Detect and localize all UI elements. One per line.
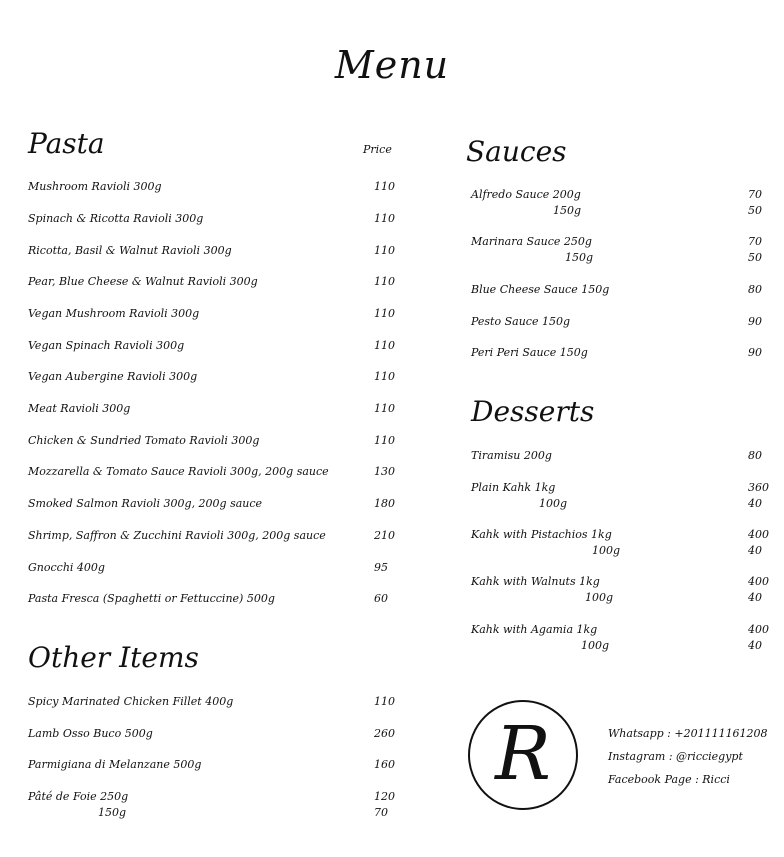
menu-item-size-option <box>471 543 771 559</box>
menu-title: Menu <box>334 43 450 87</box>
menu-item <box>28 528 398 544</box>
item-name: Pâté de Foie 250g <box>28 790 129 803</box>
item-price: 160 <box>374 758 395 771</box>
menu-item <box>28 369 398 385</box>
menu-item-size-option <box>471 250 771 266</box>
item-name: Parmigiana di Melanzane 500g <box>28 758 202 771</box>
menu-item <box>471 574 771 590</box>
item-name: Pear, Blue Cheese & Walnut Ravioli 300g <box>28 275 258 288</box>
item-size: 100g <box>585 591 614 604</box>
item-name: Mushroom Ravioli 300g <box>28 180 162 193</box>
item-name: Smoked Salmon Ravioli 300g, 200g sauce <box>28 497 263 510</box>
menu-item <box>471 314 771 330</box>
item-name: Kahk with Pistachios 1kg <box>471 528 612 541</box>
item-size: 150g <box>98 806 127 819</box>
item-price: 80 <box>748 283 762 296</box>
menu-item <box>471 282 771 298</box>
menu-item <box>471 527 771 543</box>
item-name: Tiramisu 200g <box>471 449 552 462</box>
menu-item <box>28 560 398 576</box>
item-name: Gnocchi 400g <box>28 561 105 574</box>
item-price: 180 <box>374 497 395 510</box>
sauces-heading: Sauces <box>466 135 567 168</box>
menu-item <box>471 622 771 638</box>
item-name: Pesto Sauce 150g <box>471 315 570 328</box>
item-name: Blue Cheese Sauce 150g <box>471 283 610 296</box>
menu-item <box>28 179 398 195</box>
item-price: 80 <box>748 449 762 462</box>
item-size: 100g <box>592 544 621 557</box>
menu-item-size-option <box>471 203 771 219</box>
item-size: 100g <box>539 497 568 510</box>
item-price: 360 <box>748 481 769 494</box>
item-price: 110 <box>374 275 395 288</box>
pasta-heading: Pasta <box>28 127 105 160</box>
item-price: 50 <box>748 251 762 264</box>
item-price: 40 <box>748 544 762 557</box>
item-price: 40 <box>748 497 762 510</box>
logo-letter: R <box>495 711 551 797</box>
menu-item-size-option <box>28 805 398 821</box>
item-name: Meat Ravioli 300g <box>28 402 131 415</box>
menu-item <box>28 274 398 290</box>
item-name: Alfredo Sauce 200g <box>471 188 581 201</box>
menu-item <box>28 211 398 227</box>
item-name: Ricotta, Basil & Walnut Ravioli 300g <box>28 244 232 257</box>
item-name: Vegan Aubergine Ravioli 300g <box>28 370 198 383</box>
desserts-heading: Desserts <box>471 395 595 428</box>
item-size: 150g <box>553 204 582 217</box>
contact-whatsapp: Whatsapp : +201111161208 <box>608 727 768 740</box>
item-price: 120 <box>374 790 395 803</box>
menu-item <box>28 789 398 805</box>
item-name: Peri Peri Sauce 150g <box>471 346 588 359</box>
item-price: 60 <box>374 592 388 605</box>
item-name: Lamb Osso Buco 500g <box>28 727 153 740</box>
item-name: Plain Kahk 1kg <box>471 481 556 494</box>
item-name: Marinara Sauce 250g <box>471 235 592 248</box>
menu-item-size-option <box>471 638 771 654</box>
item-price: 110 <box>374 307 395 320</box>
menu-item-size-option <box>471 496 771 512</box>
item-price: 70 <box>748 235 762 248</box>
item-price: 40 <box>748 639 762 652</box>
item-price: 110 <box>374 370 395 383</box>
item-price: 90 <box>748 346 762 359</box>
menu-item <box>471 234 771 250</box>
item-price: 260 <box>374 727 395 740</box>
menu-item <box>28 726 398 742</box>
contact-facebook: Facebook Page : Ricci <box>608 773 730 786</box>
item-price: 95 <box>374 561 388 574</box>
menu-item <box>28 338 398 354</box>
item-price: 110 <box>374 434 395 447</box>
item-name: Chicken & Sundried Tomato Ravioli 300g <box>28 434 260 447</box>
menu-item <box>28 464 398 480</box>
item-name: Shrimp, Saffron & Zucchini Ravioli 300g, 200g sauce <box>28 529 326 542</box>
item-price: 400 <box>748 528 769 541</box>
item-name: Kahk with Walnuts 1kg <box>471 575 600 588</box>
item-price: 40 <box>748 591 762 604</box>
menu-item <box>28 694 398 710</box>
item-price: 50 <box>748 204 762 217</box>
item-price: 110 <box>374 244 395 257</box>
item-price: 110 <box>374 402 395 415</box>
item-name: Vegan Spinach Ravioli 300g <box>28 339 185 352</box>
item-price: 70 <box>374 806 388 819</box>
item-size: 150g <box>565 251 594 264</box>
menu-item <box>28 496 398 512</box>
menu-item <box>28 757 398 773</box>
item-name: Vegan Mushroom Ravioli 300g <box>28 307 200 320</box>
menu-item <box>471 187 771 203</box>
item-name: Spinach & Ricotta Ravioli 300g <box>28 212 204 225</box>
item-price: 110 <box>374 339 395 352</box>
item-name: Mozzarella & Tomato Sauce Ravioli 300g, 200g sauce <box>28 465 329 478</box>
item-price: 210 <box>374 529 395 542</box>
menu-item <box>28 306 398 322</box>
menu-item <box>28 433 398 449</box>
menu-item <box>28 243 398 259</box>
ricci-logo <box>468 700 578 810</box>
menu-item <box>471 448 771 464</box>
item-name: Kahk with Agamia 1kg <box>471 623 598 636</box>
item-price: 130 <box>374 465 395 478</box>
item-price: 70 <box>748 188 762 201</box>
menu-item-size-option <box>471 590 771 606</box>
contact-instagram: Instagram : @ricciegypt <box>608 750 743 763</box>
item-price: 90 <box>748 315 762 328</box>
menu-item <box>471 345 771 361</box>
item-price: 400 <box>748 575 769 588</box>
item-price: 110 <box>374 695 395 708</box>
other-items-heading: Other Items <box>28 641 199 674</box>
menu-item <box>471 480 771 496</box>
item-size: 100g <box>581 639 610 652</box>
price-column-label: Price <box>363 143 392 156</box>
menu-item <box>28 591 398 607</box>
item-price: 110 <box>374 212 395 225</box>
item-name: Spicy Marinated Chicken Fillet 400g <box>28 695 234 708</box>
item-price: 110 <box>374 180 395 193</box>
menu-item <box>28 401 398 417</box>
item-name: Pasta Fresca (Spaghetti or Fettuccine) 500g <box>28 592 275 605</box>
item-price: 400 <box>748 623 769 636</box>
